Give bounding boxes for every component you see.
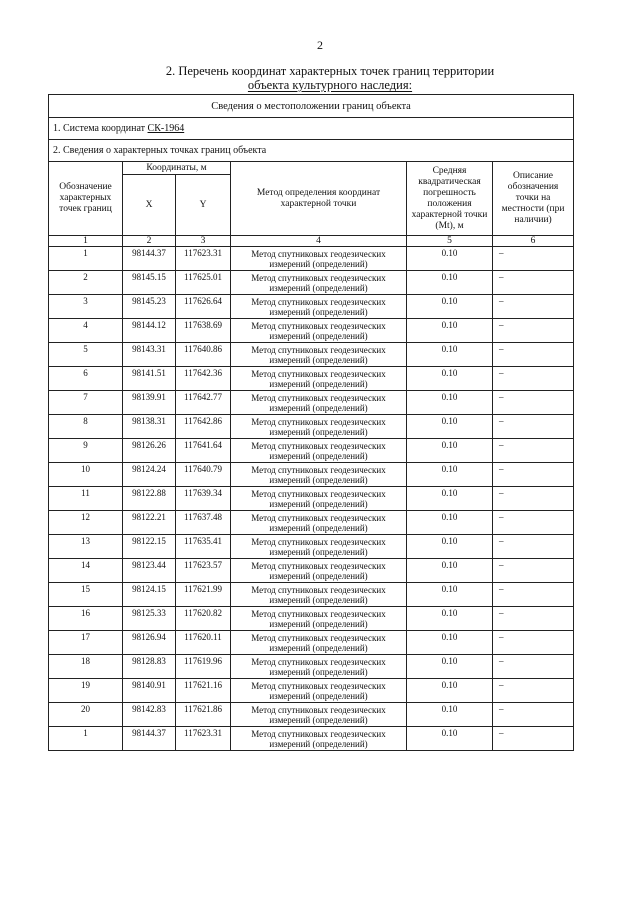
point-designation-cell: 15	[49, 583, 123, 607]
table-row	[49, 295, 574, 319]
description-cell: –	[493, 631, 574, 655]
table-row	[49, 703, 574, 727]
method-cell: Метод спутниковых геодезических измерений (определений)	[231, 391, 407, 415]
y-coordinate-cell: 117637.48	[176, 511, 231, 535]
error-cell: 0.10	[407, 319, 493, 343]
description-cell: –	[493, 319, 574, 343]
error-cell: 0.10	[407, 391, 493, 415]
header-coordinates: Координаты, м	[123, 162, 231, 175]
method-cell: Метод спутниковых геодезических измерений (определений)	[231, 271, 407, 295]
description-cell: –	[493, 415, 574, 439]
column-number: 2	[123, 236, 176, 247]
x-coordinate-cell: 98145.15	[123, 271, 176, 295]
description-cell: –	[493, 511, 574, 535]
table-row	[49, 655, 574, 679]
error-cell: 0.10	[407, 703, 493, 727]
table-row	[49, 247, 574, 271]
table-row	[49, 583, 574, 607]
y-coordinate-cell: 117621.99	[176, 583, 231, 607]
x-coordinate-cell: 98144.37	[123, 247, 176, 271]
y-coordinate-cell: 117621.16	[176, 679, 231, 703]
method-cell: Метод спутниковых геодезических измерений (определений)	[231, 703, 407, 727]
description-cell: –	[493, 727, 574, 751]
point-designation-cell: 10	[49, 463, 123, 487]
error-cell: 0.10	[407, 535, 493, 559]
x-coordinate-cell: 98123.44	[123, 559, 176, 583]
x-coordinate-cell: 98124.24	[123, 463, 176, 487]
error-cell: 0.10	[407, 727, 493, 751]
x-coordinate-cell: 98142.83	[123, 703, 176, 727]
header-y: Y	[176, 175, 231, 236]
table-banner: Сведения о местоположении границ объекта	[49, 95, 574, 118]
point-designation-cell: 18	[49, 655, 123, 679]
point-designation-cell: 17	[49, 631, 123, 655]
column-number: 6	[493, 236, 574, 247]
page-number: 2	[317, 38, 323, 52]
method-cell: Метод спутниковых геодезических измерений (определений)	[231, 607, 407, 631]
description-cell: –	[493, 607, 574, 631]
x-coordinate-cell: 98144.37	[123, 727, 176, 751]
x-coordinate-cell: 98145.23	[123, 295, 176, 319]
method-cell: Метод спутниковых геодезических измерений (определений)	[231, 559, 407, 583]
y-coordinate-cell: 117621.86	[176, 703, 231, 727]
method-cell: Метод спутниковых геодезических измерений (определений)	[231, 487, 407, 511]
description-cell: –	[493, 247, 574, 271]
column-number-row	[49, 236, 574, 247]
method-cell: Метод спутниковых геодезических измерений (определений)	[231, 439, 407, 463]
description-cell: –	[493, 343, 574, 367]
error-cell: 0.10	[407, 511, 493, 535]
point-designation-cell: 2	[49, 271, 123, 295]
y-coordinate-cell: 117625.01	[176, 271, 231, 295]
error-cell: 0.10	[407, 271, 493, 295]
description-cell: –	[493, 271, 574, 295]
description-cell: –	[493, 463, 574, 487]
y-coordinate-cell: 117623.31	[176, 247, 231, 271]
error-cell: 0.10	[407, 367, 493, 391]
x-coordinate-cell: 98124.15	[123, 583, 176, 607]
description-cell: –	[493, 703, 574, 727]
description-cell: –	[493, 391, 574, 415]
point-designation-cell: 19	[49, 679, 123, 703]
x-coordinate-cell: 98126.26	[123, 439, 176, 463]
point-designation-cell: 7	[49, 391, 123, 415]
point-designation-cell: 1	[49, 247, 123, 271]
heading-line-1: 2. Перечень координат характерных точек границ территории	[165, 64, 495, 78]
points-section-title: 2. Сведения о характерных точках границ объекта	[49, 140, 574, 162]
description-cell: –	[493, 367, 574, 391]
x-coordinate-cell: 98122.88	[123, 487, 176, 511]
error-cell: 0.10	[407, 559, 493, 583]
error-cell: 0.10	[407, 679, 493, 703]
method-cell: Метод спутниковых геодезических измерений (определений)	[231, 511, 407, 535]
table-row	[49, 679, 574, 703]
heading-line-2: объекта культурного наследия:	[247, 78, 413, 92]
coord-system-label: 1. Система координат	[53, 123, 148, 134]
y-coordinate-cell: 117623.31	[176, 727, 231, 751]
x-coordinate-cell: 98122.15	[123, 535, 176, 559]
point-designation-cell: 8	[49, 415, 123, 439]
coord-system-row	[49, 118, 574, 140]
point-designation-cell: 16	[49, 607, 123, 631]
header-point-designation: Обозначение характерных точек границ	[49, 162, 123, 236]
column-number: 1	[49, 236, 123, 247]
header-method: Метод определения координат характерной точки	[231, 162, 407, 236]
point-designation-cell: 13	[49, 535, 123, 559]
table-row	[49, 607, 574, 631]
table-row	[49, 319, 574, 343]
x-coordinate-cell: 98144.12	[123, 319, 176, 343]
method-cell: Метод спутниковых геодезических измерений (определений)	[231, 727, 407, 751]
description-cell: –	[493, 583, 574, 607]
table-row	[49, 631, 574, 655]
header-error: Средняя квадратическая погрешность положения характерной точки (Mt), м	[407, 162, 493, 236]
point-designation-cell: 5	[49, 343, 123, 367]
method-cell: Метод спутниковых геодезических измерений (определений)	[231, 631, 407, 655]
x-coordinate-cell: 98128.83	[123, 655, 176, 679]
table-body	[49, 95, 574, 751]
table-row	[49, 343, 574, 367]
y-coordinate-cell: 117640.86	[176, 343, 231, 367]
y-coordinate-cell: 117641.64	[176, 439, 231, 463]
error-cell: 0.10	[407, 247, 493, 271]
point-designation-cell: 6	[49, 367, 123, 391]
y-coordinate-cell: 117640.79	[176, 463, 231, 487]
y-coordinate-cell: 117642.36	[176, 367, 231, 391]
y-coordinate-cell: 117620.11	[176, 631, 231, 655]
column-number: 5	[407, 236, 493, 247]
method-cell: Метод спутниковых геодезических измерений (определений)	[231, 343, 407, 367]
x-coordinate-cell: 98138.31	[123, 415, 176, 439]
point-designation-cell: 9	[49, 439, 123, 463]
y-coordinate-cell: 117638.69	[176, 319, 231, 343]
table-row	[49, 391, 574, 415]
method-cell: Метод спутниковых геодезических измерений (определений)	[231, 295, 407, 319]
method-cell: Метод спутниковых геодезических измерений (определений)	[231, 319, 407, 343]
x-coordinate-cell: 98143.31	[123, 343, 176, 367]
point-designation-cell: 4	[49, 319, 123, 343]
point-designation-cell: 1	[49, 727, 123, 751]
header-description: Описание обозначения точки на местности (при наличии)	[493, 162, 574, 236]
x-coordinate-cell: 98140.91	[123, 679, 176, 703]
table-row	[49, 487, 574, 511]
x-coordinate-cell: 98139.91	[123, 391, 176, 415]
description-cell: –	[493, 295, 574, 319]
y-coordinate-cell: 117626.64	[176, 295, 231, 319]
table-row	[49, 463, 574, 487]
error-cell: 0.10	[407, 463, 493, 487]
method-cell: Метод спутниковых геодезических измерений (определений)	[231, 367, 407, 391]
error-cell: 0.10	[407, 295, 493, 319]
error-cell: 0.10	[407, 343, 493, 367]
description-cell: –	[493, 487, 574, 511]
document-heading	[60, 64, 600, 92]
column-number: 4	[231, 236, 407, 247]
method-cell: Метод спутниковых геодезических измерений (определений)	[231, 463, 407, 487]
method-cell: Метод спутниковых геодезических измерений (определений)	[231, 415, 407, 439]
point-designation-cell: 14	[49, 559, 123, 583]
error-cell: 0.10	[407, 655, 493, 679]
x-coordinate-cell: 98141.51	[123, 367, 176, 391]
description-cell: –	[493, 535, 574, 559]
description-cell: –	[493, 679, 574, 703]
coord-system-value: СК-1964	[147, 123, 185, 134]
point-designation-cell: 3	[49, 295, 123, 319]
table-row	[49, 271, 574, 295]
header-x: X	[123, 175, 176, 236]
error-cell: 0.10	[407, 583, 493, 607]
table-row	[49, 559, 574, 583]
error-cell: 0.10	[407, 439, 493, 463]
point-designation-cell: 20	[49, 703, 123, 727]
column-number: 3	[176, 236, 231, 247]
table-row	[49, 511, 574, 535]
y-coordinate-cell: 117642.77	[176, 391, 231, 415]
method-cell: Метод спутниковых геодезических измерений (определений)	[231, 247, 407, 271]
point-designation-cell: 12	[49, 511, 123, 535]
error-cell: 0.10	[407, 415, 493, 439]
x-coordinate-cell: 98122.21	[123, 511, 176, 535]
table-row	[49, 535, 574, 559]
y-coordinate-cell: 117623.57	[176, 559, 231, 583]
method-cell: Метод спутниковых геодезических измерений (определений)	[231, 535, 407, 559]
method-cell: Метод спутниковых геодезических измерений (определений)	[231, 655, 407, 679]
error-cell: 0.10	[407, 607, 493, 631]
table-row	[49, 439, 574, 463]
table-row	[49, 415, 574, 439]
description-cell: –	[493, 439, 574, 463]
description-cell: –	[493, 559, 574, 583]
error-cell: 0.10	[407, 631, 493, 655]
y-coordinate-cell: 117639.34	[176, 487, 231, 511]
y-coordinate-cell: 117619.96	[176, 655, 231, 679]
coordinates-table	[48, 94, 574, 751]
method-cell: Метод спутниковых геодезических измерений (определений)	[231, 679, 407, 703]
y-coordinate-cell: 117635.41	[176, 535, 231, 559]
table-row	[49, 367, 574, 391]
description-cell: –	[493, 655, 574, 679]
point-designation-cell: 11	[49, 487, 123, 511]
y-coordinate-cell: 117620.82	[176, 607, 231, 631]
x-coordinate-cell: 98126.94	[123, 631, 176, 655]
method-cell: Метод спутниковых геодезических измерений (определений)	[231, 583, 407, 607]
y-coordinate-cell: 117642.86	[176, 415, 231, 439]
error-cell: 0.10	[407, 487, 493, 511]
table-row	[49, 727, 574, 751]
x-coordinate-cell: 98125.33	[123, 607, 176, 631]
